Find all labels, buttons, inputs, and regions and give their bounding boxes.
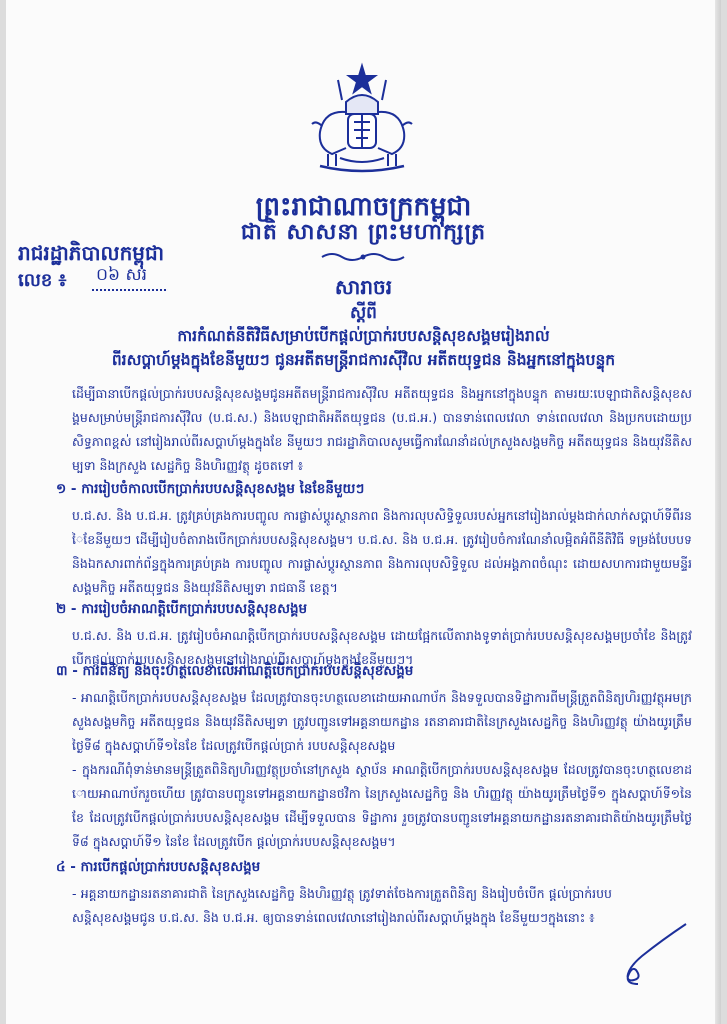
section-2-body: ប.ជ.ស. និង ប.ជ.អ. ត្រូវរៀបចំអាណត្តិបើកប្រាក់របបសន្តិសុខសង្គម ដោយផ្អែកលើតារាងទូទាត់ប្រាក់របបសន្តិសុខសង្គមប្រចាំខែ និងត្រូវបើកផ្តល់ប្រាក់របបសន្តិសុខសង្គមនៅរៀងរាល់ពីរសប្តាហ៍ម្តងក្នុងខែនីមួយៗ។ [72,628,692,667]
initials-signature [612,920,692,990]
section-3-body: - អាណត្តិបើកប្រាក់របបសន្តិសុខសង្គម ដែលត្រូវបានចុះហត្ថលេខាដោយអាណាប័ក និងទទួលបានទិដ្ឋាការពីមន្ត្រីត្រួតពិនិត្យហិរញ្ញវត្ថុអមក្រសួងសង្គមកិច្ច អតីតយុទ្ធជន និងយុវនីតិសម្បទា ត្រូវបញ្ជូនទៅអគ្គនាយកដ្ឋាន រតនាគារជាតិនៃក្រសួងសេដ្ឋកិច្ច និងហិរញ្ញវត្ថុ យ៉ាងយូរត្រឹមថ្ងៃទី៨ ក្នុងសប្តាហ៍ទី១នៃខែ ដែលត្រូវបើកផ្តល់ប្រាក់ របបសន្តិសុខសង្គម - ក្នុងករណីពុំទាន់មានមន្ត្រីត្រួតពិនិត្យហិរញ្ញវត្ថុប្រចាំនៅក្រសួង ស្ថាប័ន អាណត្តិបើកប្រាក់របបសន្តិសុខសង្គម ដែលត្រូវបានចុះហត្ថលេខាដោយអាណាប័ករួចហើយ ត្រូវបានបញ្ជូនទៅអគ្គនាយកដ្ឋានថវិកា នៃក្រសួងសេដ្ឋកិច្ច និង ហិរញ្ញវត្ថុ យ៉ាងយូរត្រឹមថ្ងៃទី១ ក្នុងសប្តាហ៍ទី១នៃខែ ដែលត្រូវបើកផ្តល់ប្រាក់របបសន្តិសុខសង្គម ដើម្បីទទួលបាន ទិដ្ឋាការ រួចត្រូវបានបញ្ជូនទៅអគ្គនាយកដ្ឋានរតនាគារជាតិយ៉ាងយូរត្រឹមថ្ងៃទី៨ ក្នុងសប្តាហ៍ទី១ នៃខែ ដែលត្រូវបើក ផ្តល់ប្រាក់របបសន្តិសុខសង្គម។ [72,690,692,849]
section-4-body: - អគ្គនាយកដ្ឋានរតនាគារជាតិ នៃក្រសួងសេដ្ឋកិច្ច និងហិរញ្ញវត្ថុ ត្រូវទាត់ចែងការត្រួតពិនិត្យ និងរៀបចំបើក ផ្តល់ប្រាក់របបសន្តិសុខសង្គមជូន ប.ជ.ស. និង ប.ជ.អ. ឲ្យបានទាន់ពេលវេលានៅរៀងរាល់ពីរសប្តាហ៍ម្តងក្នុង ខែនីមួយៗក្នុងនោះ ៖ [72,886,612,925]
royal-coat-of-arms-emblem [302,62,422,180]
section-4-heading: ៤ - ការបើកផ្តល់ប្រាក់របបសន្តិសុខសង្គម [56,859,261,875]
page-edge-shadow [715,0,721,1024]
section-3-heading: ៣ - ការពិនិត្យ និងចុះហត្ថលេខាលើអាណត្តិបើកប្រាក់របបសន្តិសុខសង្គម [56,663,414,679]
subject-line-2: ពីរសប្តាហ៍ម្តងក្នុងខែនីមួយៗ ជូនអតីតមន្ត្រីរាជការស៊ីវិល អតីតយុទ្ធជន និងអ្នកនៅក្នុងបន្ទុក [111,351,616,369]
kingdom-title: ព្រះរាជាណាចក្រកម្ពុជា [255,192,472,222]
government-name: រាជរដ្ឋាភិបាលកម្ពុជា [18,241,164,265]
section-2-heading: ២ - ការរៀបចំអាណត្តិបើកប្រាក់របបសន្តិសុខសង្គម [56,601,308,617]
subject-line-1: ការកំណត់នីតិវិធីសម្រាប់បើកផ្តល់ប្រាក់របបសន្តិសុខសង្គមរៀងរាល់ [177,327,550,345]
national-motto: ជាតិ សាសនា ព្រះមហាក្សត្រ [240,220,487,245]
document-number-label: លេខ ៖ [18,270,67,291]
document-type-title: សារាចរ [334,275,393,299]
document-number-value: ០៦ សរ [92,264,166,291]
section-1-body: ប.ជ.ស. និង ប.ជ.អ. ត្រូវគ្រប់គ្រងការបញ្ចូល ការផ្លាស់ប្តូរស្ថានភាព និងការលុបសិទ្ធិទួលរបស់អ្នកនៅរៀងរាល់ម្តងជាក់លាក់សប្តាហ៍ទីពីរនៃខែនីមួយៗ ដើម្បីរៀបចំតារាងបើកប្រាក់របបសន្តិសុខសង្គម។ ប.ជ.ស. និង ប.ជ.អ. ត្រូវរៀបចំការណែនាំលម្អិតអំពីនីតិវិធី ទម្រង់បែបបទ និងឯកសារពាក់ព័ន្ធក្នុងការគ្រប់គ្រង ការបញ្ចូល ការផ្លាស់ប្តូរស្ថានភាព និងការលុបសិទ្ធិទួល ដល់អង្គភាពចំណុះ ដោយសហការជាមួយមន្ទីរសង្គមកិច្ច អតីតយុទ្ធជន និងយុវនីតិសម្បទា រាជធានី ខេត្ត។ [72,508,692,595]
section-1-heading: ១ - ការរៀបចំកាលបើកប្រាក់របបសន្តិសុខសង្គម នៃខែនីមួយៗ [56,481,365,497]
decorative-ornament [318,250,408,264]
document-about-label: ស្តីពី [350,303,377,323]
intro-paragraph: ដើម្បីធានាបើកផ្តល់ប្រាក់របបសន្តិសុខសង្គមជូនអតីតមន្ត្រីរាជការស៊ីវិល អតីតយុទ្ធជន និងអ្នកនៅក្នុងបន្ទុក តាមរយៈបេឡាជាតិសន្តិសុខសង្គមសម្រាប់មន្ត្រីរាជការស៊ីវិល (ប.ជ.ស.) និងបេឡាជាតិអតីតយុទ្ធជន (ប.ជ.អ.) បានទាន់ពេលវេលា ទាន់ពេលវេលា និងប្រកបដោយប្រសិទ្ធភាពខ្ពស់ នៅរៀងរាល់ពីរសប្តាហ៍ម្តងក្នុងខែ នីមួយៗ រាជរដ្ឋាភិបាលសូមធ្វើការណែនាំដល់ក្រសួងសង្គមកិច្ច អតីតយុទ្ធជន និងយុវនីតិសម្បទា និងក្រសួង សេដ្ឋកិច្ច និងហិរញ្ញវត្ថុ ដូចតទៅ ៖ [72,386,692,473]
